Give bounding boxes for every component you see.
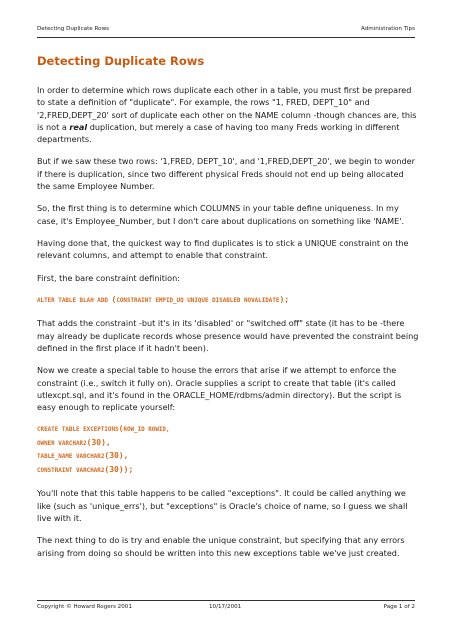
footer-page-number: Page 1 of 2	[383, 604, 415, 610]
code1-part-d: );	[279, 294, 290, 304]
paragraph-1-text-c: duplication, but merely a case of having too many Freds working in different departments.	[37, 121, 400, 145]
code1-part-c: CONSTRAINT EMPID_UQ UNIQUE DISABLED NOVALIDATE	[116, 297, 280, 304]
header-rule	[37, 37, 415, 38]
footer-rule	[37, 600, 415, 601]
code2-line: OWNER VARCHAR2(30),	[37, 437, 111, 447]
paragraph-6: That adds the constraint -but it's in its 'disabled' or "switched off" state (it has to be -there may already be duplicate records whose presence would have prevented the constraint being defined in the first place if it hadn't been).	[37, 318, 419, 353]
paragraph-2: But if we saw these two rows: '1,FRED, DEPT_10', and '1,FRED,DEPT_20', we begin to wonder if there is duplication, since two different physical Freds should not end up being allocated the same Employee Number.	[37, 156, 415, 192]
paragraph-1	[37, 84, 419, 145]
paragraph-1-emphasis: real	[69, 121, 88, 132]
code2-line: TABLE_NAME VARCHAR2(30),	[37, 451, 129, 461]
code2-line: CONSTRAINT VARCHAR2(30));	[37, 464, 134, 474]
page-footer	[37, 604, 415, 614]
paragraph-3: So, the first thing is to determine which COLUMNS in your table define uniqueness. In my case, it's Employee_Number, but I don't care about duplications on something like 'NAME'.	[37, 203, 405, 226]
code-block-alter-table	[37, 294, 419, 308]
document-body	[37, 84, 419, 569]
paragraph-1-text-a: In order to determine which rows duplicate each other in a table, you must first be prepared to state a definition of "duplicate". For example, the rows "1, FRED, DEPT_10" and '2,FRED,DEPT_20' sort of duplicate each other on the NAME column -though chances are, this is not a	[37, 85, 417, 132]
code1-part-a: ALTER TABLE BLAH ADD	[37, 297, 112, 304]
code1-part-b: (	[111, 294, 117, 304]
header-left-text: Detecting Duplicate Rows	[37, 26, 110, 32]
header-right-text: Administration Tips	[361, 26, 415, 32]
document-title: Detecting Duplicate Rows	[37, 54, 205, 68]
footer-copyright: Copyright © Howard Rogers 2001	[37, 604, 132, 610]
code2-line: CREATE TABLE EXCEPTIONS(ROW_ID ROWID,	[37, 424, 170, 434]
paragraph-7: Now we create a special table to house the errors that arise if we attempt to enforce the constraint (i.e., switch it fully on). Oracle supplies a script to create that table (it's called utlexcpt.sql, and it's found in the ORACLE_HOME/rdbms/admin directory). But the script is easy enough to replicate yourself:	[37, 365, 402, 413]
paragraph-5: First, the bare constraint definition:	[37, 272, 180, 283]
paragraph-9: The next thing to do is try and enable the unique constraint, but specifying that any errors arising from doing so should be written into this new exceptions table we've just created.	[37, 535, 405, 558]
footer-date: 10/17/2001	[209, 604, 242, 610]
paragraph-8: You'll note that this table happens to be called "exceptions". It could be called anything we like (such as 'unique_errs'), but "exceptions" is Oracle's choice of name, so I guess we shall live with it.	[37, 488, 408, 524]
code-block-create-table	[37, 423, 419, 477]
paragraph-4: Having done that, the quickest way to find duplicates is to stick a UNIQUE constraint on the relevant columns, and attempt to enable that constraint.	[37, 237, 409, 261]
